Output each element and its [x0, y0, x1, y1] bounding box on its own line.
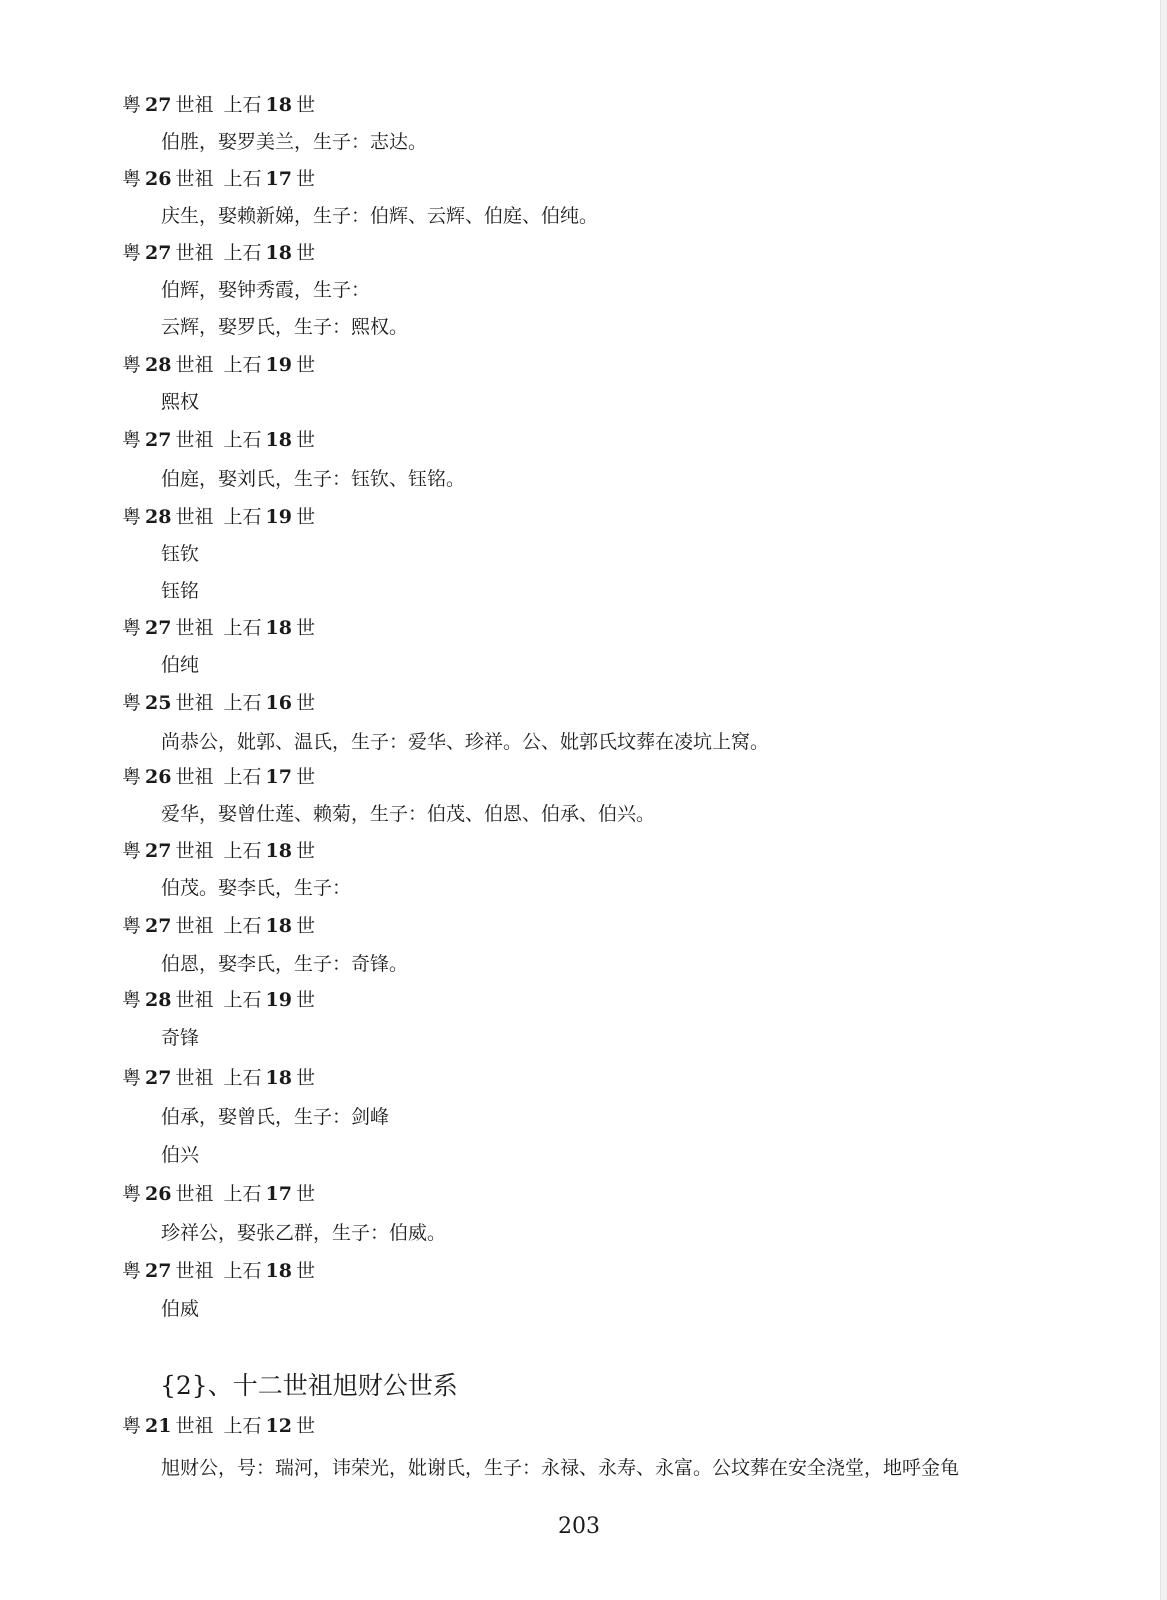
- shi-label: 世: [295, 429, 315, 451]
- shangshi-label: 上石: [223, 1183, 262, 1205]
- yue-label: 粤: [122, 840, 142, 862]
- generation-heading: [122, 1262, 315, 1281]
- zu-label: 世祖: [175, 429, 214, 451]
- person-entry: 旭财公，号：瑞河，讳荣光，妣谢氏，生子：永禄、永寿、永富。公坟葬在安全浇堂，地呼金龟: [161, 1457, 960, 1479]
- yue-generation-number: 27: [145, 1260, 172, 1282]
- shi-label: 世: [295, 766, 315, 788]
- generation-heading: [122, 619, 315, 638]
- zu-label: 世祖: [175, 692, 214, 714]
- shi-label: 世: [295, 94, 315, 116]
- person-entry: 钰铭: [161, 580, 200, 602]
- shangshi-generation-number: 17: [265, 168, 292, 190]
- page-number: 203: [558, 1514, 600, 1539]
- shangshi-label: 上石: [223, 915, 262, 937]
- person-entry: 伯茂。娶李氏，生子：: [161, 877, 352, 899]
- yue-label: 粤: [122, 1067, 142, 1089]
- shangshi-generation-number: 18: [265, 617, 292, 639]
- generation-heading: [122, 170, 315, 189]
- shi-label: 世: [295, 506, 315, 528]
- person-entry: 伯兴: [161, 1144, 200, 1166]
- zu-label: 世祖: [175, 354, 214, 376]
- shangshi-label: 上石: [223, 168, 262, 190]
- shangshi-generation-number: 19: [265, 506, 292, 528]
- yue-label: 粤: [122, 617, 142, 639]
- zu-label: 世祖: [175, 915, 214, 937]
- zu-label: 世祖: [175, 1415, 214, 1437]
- person-entry: 奇锋: [161, 1027, 200, 1049]
- yue-generation-number: 28: [145, 989, 172, 1011]
- shangshi-label: 上石: [223, 242, 262, 264]
- shangshi-label: 上石: [223, 1415, 262, 1437]
- shangshi-label: 上石: [223, 766, 262, 788]
- zu-label: 世祖: [175, 1067, 214, 1089]
- yue-generation-number: 28: [145, 354, 172, 376]
- shangshi-generation-number: 17: [265, 1183, 292, 1205]
- shi-label: 世: [295, 1260, 315, 1282]
- yue-label: 粤: [122, 1183, 142, 1205]
- zu-label: 世祖: [175, 617, 214, 639]
- shangshi-generation-number: 18: [265, 242, 292, 264]
- person-entry: 熙权: [161, 391, 200, 413]
- zu-label: 世祖: [175, 168, 214, 190]
- generation-heading: [122, 842, 315, 861]
- generation-heading: [122, 1069, 315, 1088]
- yue-generation-number: 27: [145, 915, 172, 937]
- person-entry: 尚恭公，妣郭、温氏，生子：爱华、珍祥。公、妣郭氏坟葬在凌坑上窝。: [161, 731, 770, 753]
- shi-label: 世: [295, 692, 315, 714]
- yue-label: 粤: [122, 242, 142, 264]
- shangshi-label: 上石: [223, 692, 262, 714]
- person-entry: 云辉，娶罗氏，生子：熙权。: [161, 316, 409, 338]
- shangshi-label: 上石: [223, 429, 262, 451]
- person-entry: 钰钦: [161, 543, 200, 565]
- zu-label: 世祖: [175, 242, 214, 264]
- yue-generation-number: 27: [145, 617, 172, 639]
- zu-label: 世祖: [175, 840, 214, 862]
- yue-label: 粤: [122, 168, 142, 190]
- shangshi-generation-number: 18: [265, 94, 292, 116]
- yue-label: 粤: [122, 94, 142, 116]
- shi-label: 世: [295, 1183, 315, 1205]
- yue-generation-number: 28: [145, 506, 172, 528]
- zu-label: 世祖: [175, 506, 214, 528]
- shi-label: 世: [295, 617, 315, 639]
- generation-heading: [122, 694, 315, 713]
- yue-label: 粤: [122, 692, 142, 714]
- generation-heading: [122, 917, 315, 936]
- yue-label: 粤: [122, 989, 142, 1011]
- generation-heading: [122, 1185, 315, 1204]
- generation-heading: [122, 768, 315, 787]
- zu-label: 世祖: [175, 766, 214, 788]
- shangshi-label: 上石: [223, 506, 262, 528]
- yue-label: 粤: [122, 506, 142, 528]
- shangshi-label: 上石: [223, 354, 262, 376]
- generation-heading: [122, 244, 315, 263]
- yue-generation-number: 27: [145, 1067, 172, 1089]
- yue-generation-number: 25: [145, 692, 172, 714]
- yue-generation-number: 27: [145, 242, 172, 264]
- generation-heading: [122, 1417, 315, 1436]
- shangshi-generation-number: 18: [265, 915, 292, 937]
- yue-label: 粤: [122, 766, 142, 788]
- yue-generation-number: 27: [145, 94, 172, 116]
- person-entry: 伯威: [161, 1298, 200, 1320]
- zu-label: 世祖: [175, 989, 214, 1011]
- shangshi-generation-number: 18: [265, 1260, 292, 1282]
- yue-label: 粤: [122, 429, 142, 451]
- person-entry: 庆生，娶赖新娣，生子：伯辉、云辉、伯庭、伯纯。: [161, 205, 599, 227]
- person-entry: 伯胜，娶罗美兰，生子：志达。: [161, 131, 428, 153]
- shi-label: 世: [295, 840, 315, 862]
- shangshi-generation-number: 18: [265, 429, 292, 451]
- shangshi-generation-number: 18: [265, 840, 292, 862]
- yue-generation-number: 26: [145, 766, 172, 788]
- generation-heading: [122, 508, 315, 527]
- scan-edge: [1160, 0, 1167, 1600]
- shangshi-generation-number: 12: [265, 1415, 292, 1437]
- shangshi-label: 上石: [223, 1067, 262, 1089]
- shi-label: 世: [295, 354, 315, 376]
- person-entry: 伯辉，娶钟秀霞，生子：: [161, 279, 371, 301]
- shangshi-label: 上石: [223, 989, 262, 1011]
- person-entry: 珍祥公，娶张乙群，生子：伯威。: [161, 1222, 447, 1244]
- generation-heading: [122, 431, 315, 450]
- person-entry: 伯庭，娶刘氏，生子：钰钦、钰铭。: [161, 468, 466, 490]
- zu-label: 世祖: [175, 94, 214, 116]
- shangshi-label: 上石: [223, 617, 262, 639]
- shi-label: 世: [295, 915, 315, 937]
- generation-heading: [122, 356, 315, 375]
- person-entry: 伯纯: [161, 654, 200, 676]
- zu-label: 世祖: [175, 1260, 214, 1282]
- shi-label: 世: [295, 1067, 315, 1089]
- yue-label: 粤: [122, 1415, 142, 1437]
- shangshi-generation-number: 19: [265, 989, 292, 1011]
- yue-generation-number: 26: [145, 168, 172, 190]
- shangshi-label: 上石: [223, 840, 262, 862]
- shangshi-label: 上石: [223, 94, 262, 116]
- generation-heading: [122, 991, 315, 1010]
- section-heading: {2}、十二世祖旭财公世系: [160, 1371, 458, 1400]
- shangshi-generation-number: 18: [265, 1067, 292, 1089]
- yue-label: 粤: [122, 1260, 142, 1282]
- shangshi-generation-number: 17: [265, 766, 292, 788]
- yue-generation-number: 27: [145, 429, 172, 451]
- shi-label: 世: [295, 168, 315, 190]
- yue-label: 粤: [122, 354, 142, 376]
- zu-label: 世祖: [175, 1183, 214, 1205]
- yue-generation-number: 27: [145, 840, 172, 862]
- person-entry: 爱华，娶曾仕莲、赖菊，生子：伯茂、伯恩、伯承、伯兴。: [161, 803, 656, 825]
- shangshi-generation-number: 19: [265, 354, 292, 376]
- shangshi-generation-number: 16: [265, 692, 292, 714]
- shi-label: 世: [295, 242, 315, 264]
- generation-heading: [122, 96, 315, 115]
- shi-label: 世: [295, 989, 315, 1011]
- yue-generation-number: 21: [145, 1415, 172, 1437]
- shangshi-label: 上石: [223, 1260, 262, 1282]
- yue-generation-number: 26: [145, 1183, 172, 1205]
- yue-label: 粤: [122, 915, 142, 937]
- person-entry: 伯承，娶曾氏，生子：剑峰: [161, 1106, 390, 1128]
- person-entry: 伯恩，娶李氏，生子：奇锋。: [161, 953, 409, 975]
- shi-label: 世: [295, 1415, 315, 1437]
